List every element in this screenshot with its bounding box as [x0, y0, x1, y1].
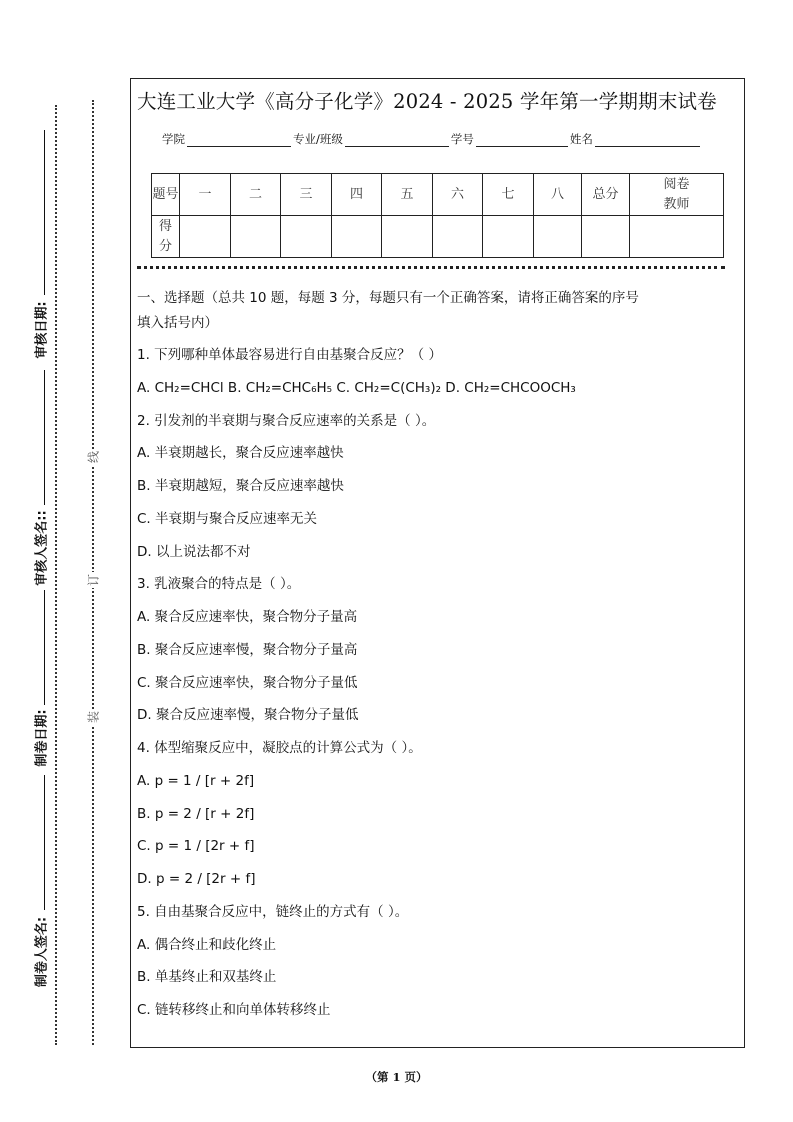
page-number: （第 1 页） — [365, 1070, 428, 1084]
binding-mark-line: 线 — [86, 450, 101, 464]
score-cell[interactable] — [332, 216, 382, 258]
make-date-line — [44, 590, 45, 705]
maker-sign-line — [44, 775, 45, 910]
make-date-label: 制卷日期: — [34, 709, 50, 767]
header-cell: 五 — [382, 174, 433, 216]
question-stem: 3. 乳液聚合的特点是（ ）。 — [137, 576, 301, 593]
score-row-label: 得分 — [152, 216, 180, 258]
college-field[interactable] — [187, 132, 291, 147]
name-label: 姓名 — [569, 132, 593, 146]
header-cell: 一 — [180, 174, 231, 216]
answer-option[interactable]: D. 以上说法都不对 — [137, 543, 251, 560]
answer-option[interactable]: A. 半衰期越长，聚合反应速率越快 — [137, 445, 344, 462]
score-cell[interactable] — [382, 216, 433, 258]
answer-option[interactable]: C. 半衰期与聚合反应速率无关 — [137, 510, 318, 527]
answer-option[interactable]: D. 聚合反应速率慢，聚合物分子量低 — [137, 707, 359, 724]
score-cell[interactable] — [180, 216, 231, 258]
answer-option[interactable]: B. 半衰期越短，聚合反应速率越快 — [137, 478, 344, 494]
score-cell[interactable] — [582, 216, 630, 258]
score-cell[interactable] — [433, 216, 483, 258]
answer-option[interactable]: C. p = 1 / [2r + f] — [137, 838, 255, 855]
header-cell: 阅卷教师 — [630, 174, 724, 216]
student-id-field[interactable] — [476, 132, 568, 147]
header-cell: 四 — [332, 174, 382, 216]
answer-option[interactable]: D. p = 2 / [2r + f] — [137, 871, 256, 887]
score-cell[interactable] — [281, 216, 332, 258]
answer-option[interactable]: A. CH₂=CHCl B. CH₂=CHC₆H₅ C. CH₂=C(CH₃)₂ D. CH₂=CHCOOCH₃ — [137, 379, 576, 396]
score-cell[interactable] — [534, 216, 582, 258]
section-heading-cont: 填入括号内） — [137, 315, 218, 331]
binding-mark-bind: 装 — [86, 710, 101, 724]
score-table-score-row — [152, 216, 724, 258]
header-cell: 六 — [433, 174, 483, 216]
major-field[interactable] — [345, 132, 449, 147]
question-stem: 4. 体型缩聚反应中，凝胶点的计算公式为（ ）。 — [137, 740, 422, 756]
name-field[interactable] — [595, 132, 700, 147]
answer-option[interactable]: B. 单基终止和双基终止 — [137, 969, 277, 986]
answer-option[interactable]: A. p = 1 / [r + 2f] — [137, 772, 255, 789]
answer-option[interactable]: C. 聚合反应速率快，聚合物分子量低 — [137, 674, 358, 691]
answer-option[interactable]: B. 聚合反应速率慢，聚合物分子量高 — [137, 641, 358, 658]
student-id-label: 学号 — [450, 132, 474, 146]
question-lines — [137, 339, 737, 1027]
question-section — [137, 286, 737, 1027]
separator-dotted-line — [137, 266, 725, 269]
answer-option[interactable]: A. 聚合反应速率快，聚合物分子量高 — [137, 609, 358, 625]
score-cell[interactable] — [483, 216, 534, 258]
question-stem: 2. 引发剂的半衰期与聚合反应速率的关系是（ ）。 — [137, 412, 436, 429]
student-info-fields — [162, 131, 702, 147]
score-cell[interactable] — [630, 216, 724, 258]
reviewer-sign-line — [44, 370, 45, 505]
header-cell: 二 — [231, 174, 281, 216]
header-cell: 题号 — [152, 174, 180, 216]
header-cell: 八 — [534, 174, 582, 216]
margin-dotted-line-outer — [55, 105, 57, 1045]
score-table-header-row — [152, 174, 724, 216]
maker-sign-label: 制卷人签名: — [34, 916, 50, 988]
exam-title: 大连工业大学《高分子化学》2024 - 2025 学年第一学期期末试卷 — [137, 90, 717, 113]
section-heading: 一、选择题（总共 10 题，每题 3 分，每题只有一个正确答案，请将正确答案的序号 — [137, 290, 639, 306]
header-cell: 七 — [483, 174, 534, 216]
binding-mark-staple: 订 — [86, 573, 101, 587]
answer-option[interactable]: C. 链转移终止和向单体转移终止 — [137, 1002, 331, 1018]
score-cell[interactable] — [231, 216, 281, 258]
question-stem: 1. 下列哪种单体最容易进行自由基聚合反应？（ ） — [137, 347, 442, 363]
college-label: 学院 — [162, 132, 185, 146]
header-cell: 三 — [281, 174, 332, 216]
answer-option[interactable]: B. p = 2 / [r + 2f] — [137, 805, 255, 822]
header-cell: 总分 — [582, 174, 630, 216]
answer-option[interactable]: A. 偶合终止和歧化终止 — [137, 936, 277, 953]
review-date-line — [44, 130, 45, 295]
question-stem: 5. 自由基聚合反应中，链终止的方式有（ ）。 — [137, 903, 409, 920]
major-label: 专业/班级 — [293, 132, 343, 146]
review-date-label: 审核日期: — [34, 301, 50, 359]
score-table — [151, 173, 724, 258]
reviewer-sign-label: 审核人签名:: — [34, 510, 50, 586]
